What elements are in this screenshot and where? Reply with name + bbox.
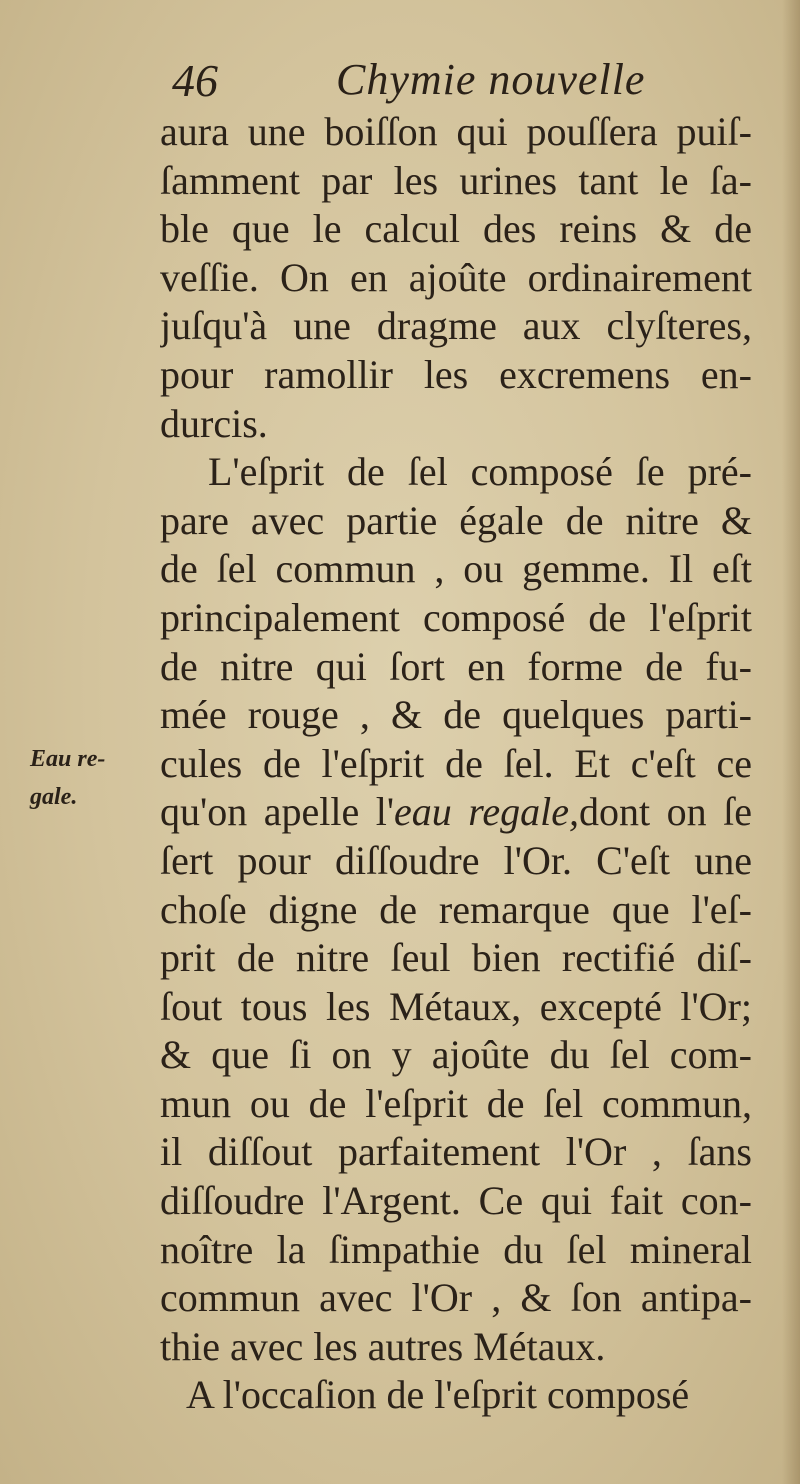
text-line: principalement composé de l'eſprit bbox=[160, 594, 752, 640]
text-line: aura une boiſſon qui pouſſera puiſ- bbox=[160, 109, 752, 154]
text-line: diſſoudre l'Argent. Ce qui fait con- bbox=[160, 1178, 752, 1224]
page-edge-shadow bbox=[782, 0, 800, 1484]
text-segment: qu'on apelle l' bbox=[160, 789, 395, 835]
text-line: noître la ſimpathie du ſel mineral bbox=[160, 1226, 752, 1272]
body-text bbox=[160, 108, 760, 1420]
italic-term-eau-regale: eau regale, bbox=[394, 789, 579, 835]
text-line: veſſie. On en ajoûte ordinairement bbox=[160, 254, 752, 300]
text-line: de ſel commun , ou gemme. Il eſt bbox=[160, 546, 752, 592]
text-line: cules de l'eſprit de ſel. Et c'eſt ce bbox=[160, 740, 752, 786]
text-line: commun avec l'Or , & ſon antipa- bbox=[160, 1275, 752, 1321]
text-line: durcis. bbox=[160, 400, 268, 446]
text-line: ſamment par les urines tant le ſa- bbox=[160, 157, 752, 203]
text-line: choſe digne de remarque que l'eſ- bbox=[160, 886, 752, 932]
paragraph-start-line: A l'occaſion de l'eſprit composé bbox=[186, 1372, 690, 1418]
paragraph-start-line: L'eſprit de ſel composé ſe pré- bbox=[208, 449, 752, 495]
page-number: 46 bbox=[172, 55, 218, 106]
text-line: pour ramollir les excremens en- bbox=[160, 351, 752, 397]
text-line: il diſſout parfaitement l'Or , ſans bbox=[160, 1129, 752, 1175]
text-line-with-italic bbox=[160, 788, 752, 837]
text-line: mun ou de l'eſprit de ſel commun, bbox=[160, 1080, 752, 1126]
text-line: pare avec partie égale de nitre & bbox=[160, 497, 752, 543]
text-line: mée rouge , & de quelques parti- bbox=[160, 692, 752, 738]
text-segment: dont on ſe bbox=[579, 789, 752, 835]
text-line: de nitre qui ſort en forme de fu- bbox=[160, 643, 752, 689]
running-title: Chymie nouvelle bbox=[336, 55, 646, 104]
margin-note bbox=[30, 740, 150, 816]
text-line: juſqu'à une dragme aux clyſteres, bbox=[160, 303, 752, 349]
text-line: prit de nitre ſeul bien rectifié diſ- bbox=[160, 935, 752, 981]
page-header bbox=[168, 48, 768, 108]
text-line: & que ſi on y ajoûte du ſel com- bbox=[160, 1032, 752, 1078]
text-line: thie avec les autres Métaux. bbox=[160, 1323, 606, 1369]
margin-note-line-1: Eau re- bbox=[30, 746, 106, 772]
text-line: ble que le calcul des reins & de bbox=[160, 206, 752, 252]
margin-note-line-2: gale. bbox=[30, 784, 78, 810]
text-line: ſout tous les Métaux, excepté l'Or; bbox=[160, 983, 752, 1029]
text-line: ſert pour diſſoudre l'Or. C'eſt une bbox=[160, 837, 752, 883]
